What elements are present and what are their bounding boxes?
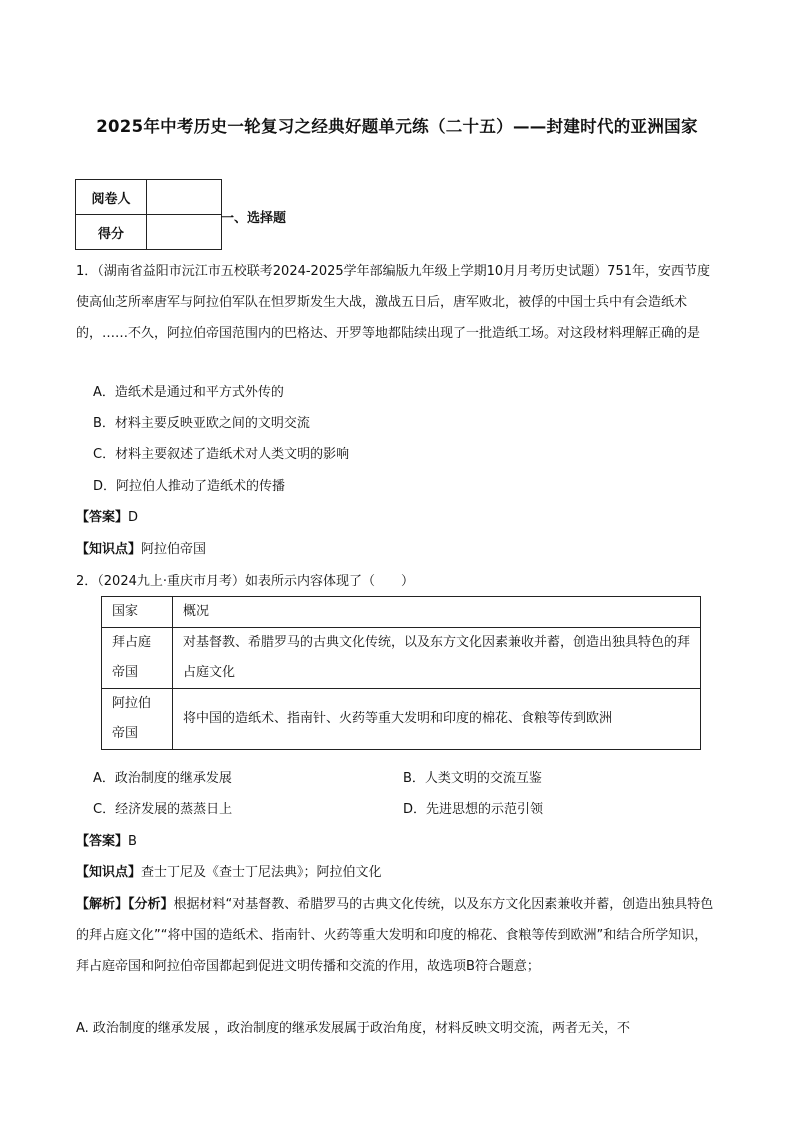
q2-answer <box>76 832 137 852</box>
q1-option-d: D．阿拉伯人推动了造纸术的传播 <box>93 479 286 494</box>
q2-option-c: C．经济发展的蒸蒸日上 <box>93 802 233 817</box>
q2-analysis-text: 根据材料“对基督教、希腊罗马的古典文化传统，以及东方文化因素兼收并蓄，创造出独具特色的拜占庭文化”“将中国的造纸术、指南针、火药等重大发明和印度的棉花、食粮等传到欧洲”和结合所学知识，拜占庭帝国和阿拉伯帝国都起到促进文明传播和交流的作用，故选项B符合题意； <box>76 897 714 974</box>
table-header-row <box>102 597 701 628</box>
q1-option-b: B．材料主要反映亚欧之间的文明交流 <box>93 416 310 431</box>
q1-option-c: C．材料主要叙述了造纸术对人类文明的影响 <box>93 447 350 462</box>
q2-knowledge <box>76 863 382 883</box>
q1-knowledge-value: 阿拉伯帝国 <box>141 542 207 557</box>
table-header-country: 国家 <box>102 597 173 628</box>
q2-analysis-label: 【解析】【分析】 <box>76 897 174 912</box>
q2-knowledge-label: 【知识点】 <box>76 865 142 880</box>
grader-table <box>75 179 222 250</box>
section-heading: 一、选择题 <box>221 211 287 226</box>
table-header-overview: 概况 <box>173 597 701 628</box>
q1-knowledge <box>76 540 206 560</box>
q1-answer-label: 【答案】 <box>76 510 129 525</box>
q2-analysis <box>76 889 716 982</box>
q2-option-a: A．政治制度的继承发展 <box>93 771 232 786</box>
score-cell <box>147 215 222 250</box>
q2-answer-value: B <box>128 834 137 849</box>
table-cell-overview: 对基督教、希腊罗马的古典文化传统，以及东方文化因素兼收并蓄，创造出独具特色的拜占庭文化 <box>173 628 701 689</box>
table-cell-country: 拜占庭帝国 <box>102 628 173 689</box>
reviewer-label: 阅卷人 <box>76 180 147 215</box>
question-1-text: 1．（湖南省益阳市沅江市五校联考2024-2025学年部编版九年级上学期10月月考历史试题）751年，安西节度使高仙芝所率唐军与阿拉伯军队在怛罗斯发生大战，激战五日后，唐军败北，被俘的中国士兵中有会造纸术的，……不久，阿拉伯帝国范围内的巴格达、开罗等地都陆续出现了一批造纸工场。对这段材料理解正确的是 <box>76 264 710 341</box>
table-cell-country: 阿拉伯帝国 <box>102 689 173 750</box>
q1-knowledge-label: 【知识点】 <box>76 542 142 557</box>
info-table <box>101 596 701 750</box>
q1-answer-value: D <box>128 510 139 525</box>
q1-answer <box>76 508 138 528</box>
q2-option-d: D．先进思想的示范引领 <box>403 802 544 817</box>
q1-option-a: A．造纸术是通过和平方式外传的 <box>93 385 284 400</box>
table-row <box>102 689 701 750</box>
q2-knowledge-value: 查士丁尼及《查士丁尼法典》；阿拉伯文化 <box>141 865 382 880</box>
table-row <box>102 628 701 689</box>
score-label: 得分 <box>76 215 147 250</box>
table-cell-overview: 将中国的造纸术、指南针、火药等重大发明和印度的棉花、食粮等传到欧洲 <box>173 689 701 750</box>
reviewer-cell <box>147 180 222 215</box>
q2-analysis-option-a: A. 政治制度的继承发展 ，政治制度的继承发展属于政治角度，材料反映文明交流，两者无关，不 <box>76 1021 631 1036</box>
q2-option-b: B．人类文明的交流互鉴 <box>403 771 542 786</box>
document-title: 2025年中考历史一轮复习之经典好题单元练（二十五）——封建时代的亚洲国家 <box>96 117 698 136</box>
q2-answer-label: 【答案】 <box>76 834 129 849</box>
question-2-text: 2．（2024九上·重庆市月考）如表所示内容体现了（ ） <box>76 574 414 589</box>
